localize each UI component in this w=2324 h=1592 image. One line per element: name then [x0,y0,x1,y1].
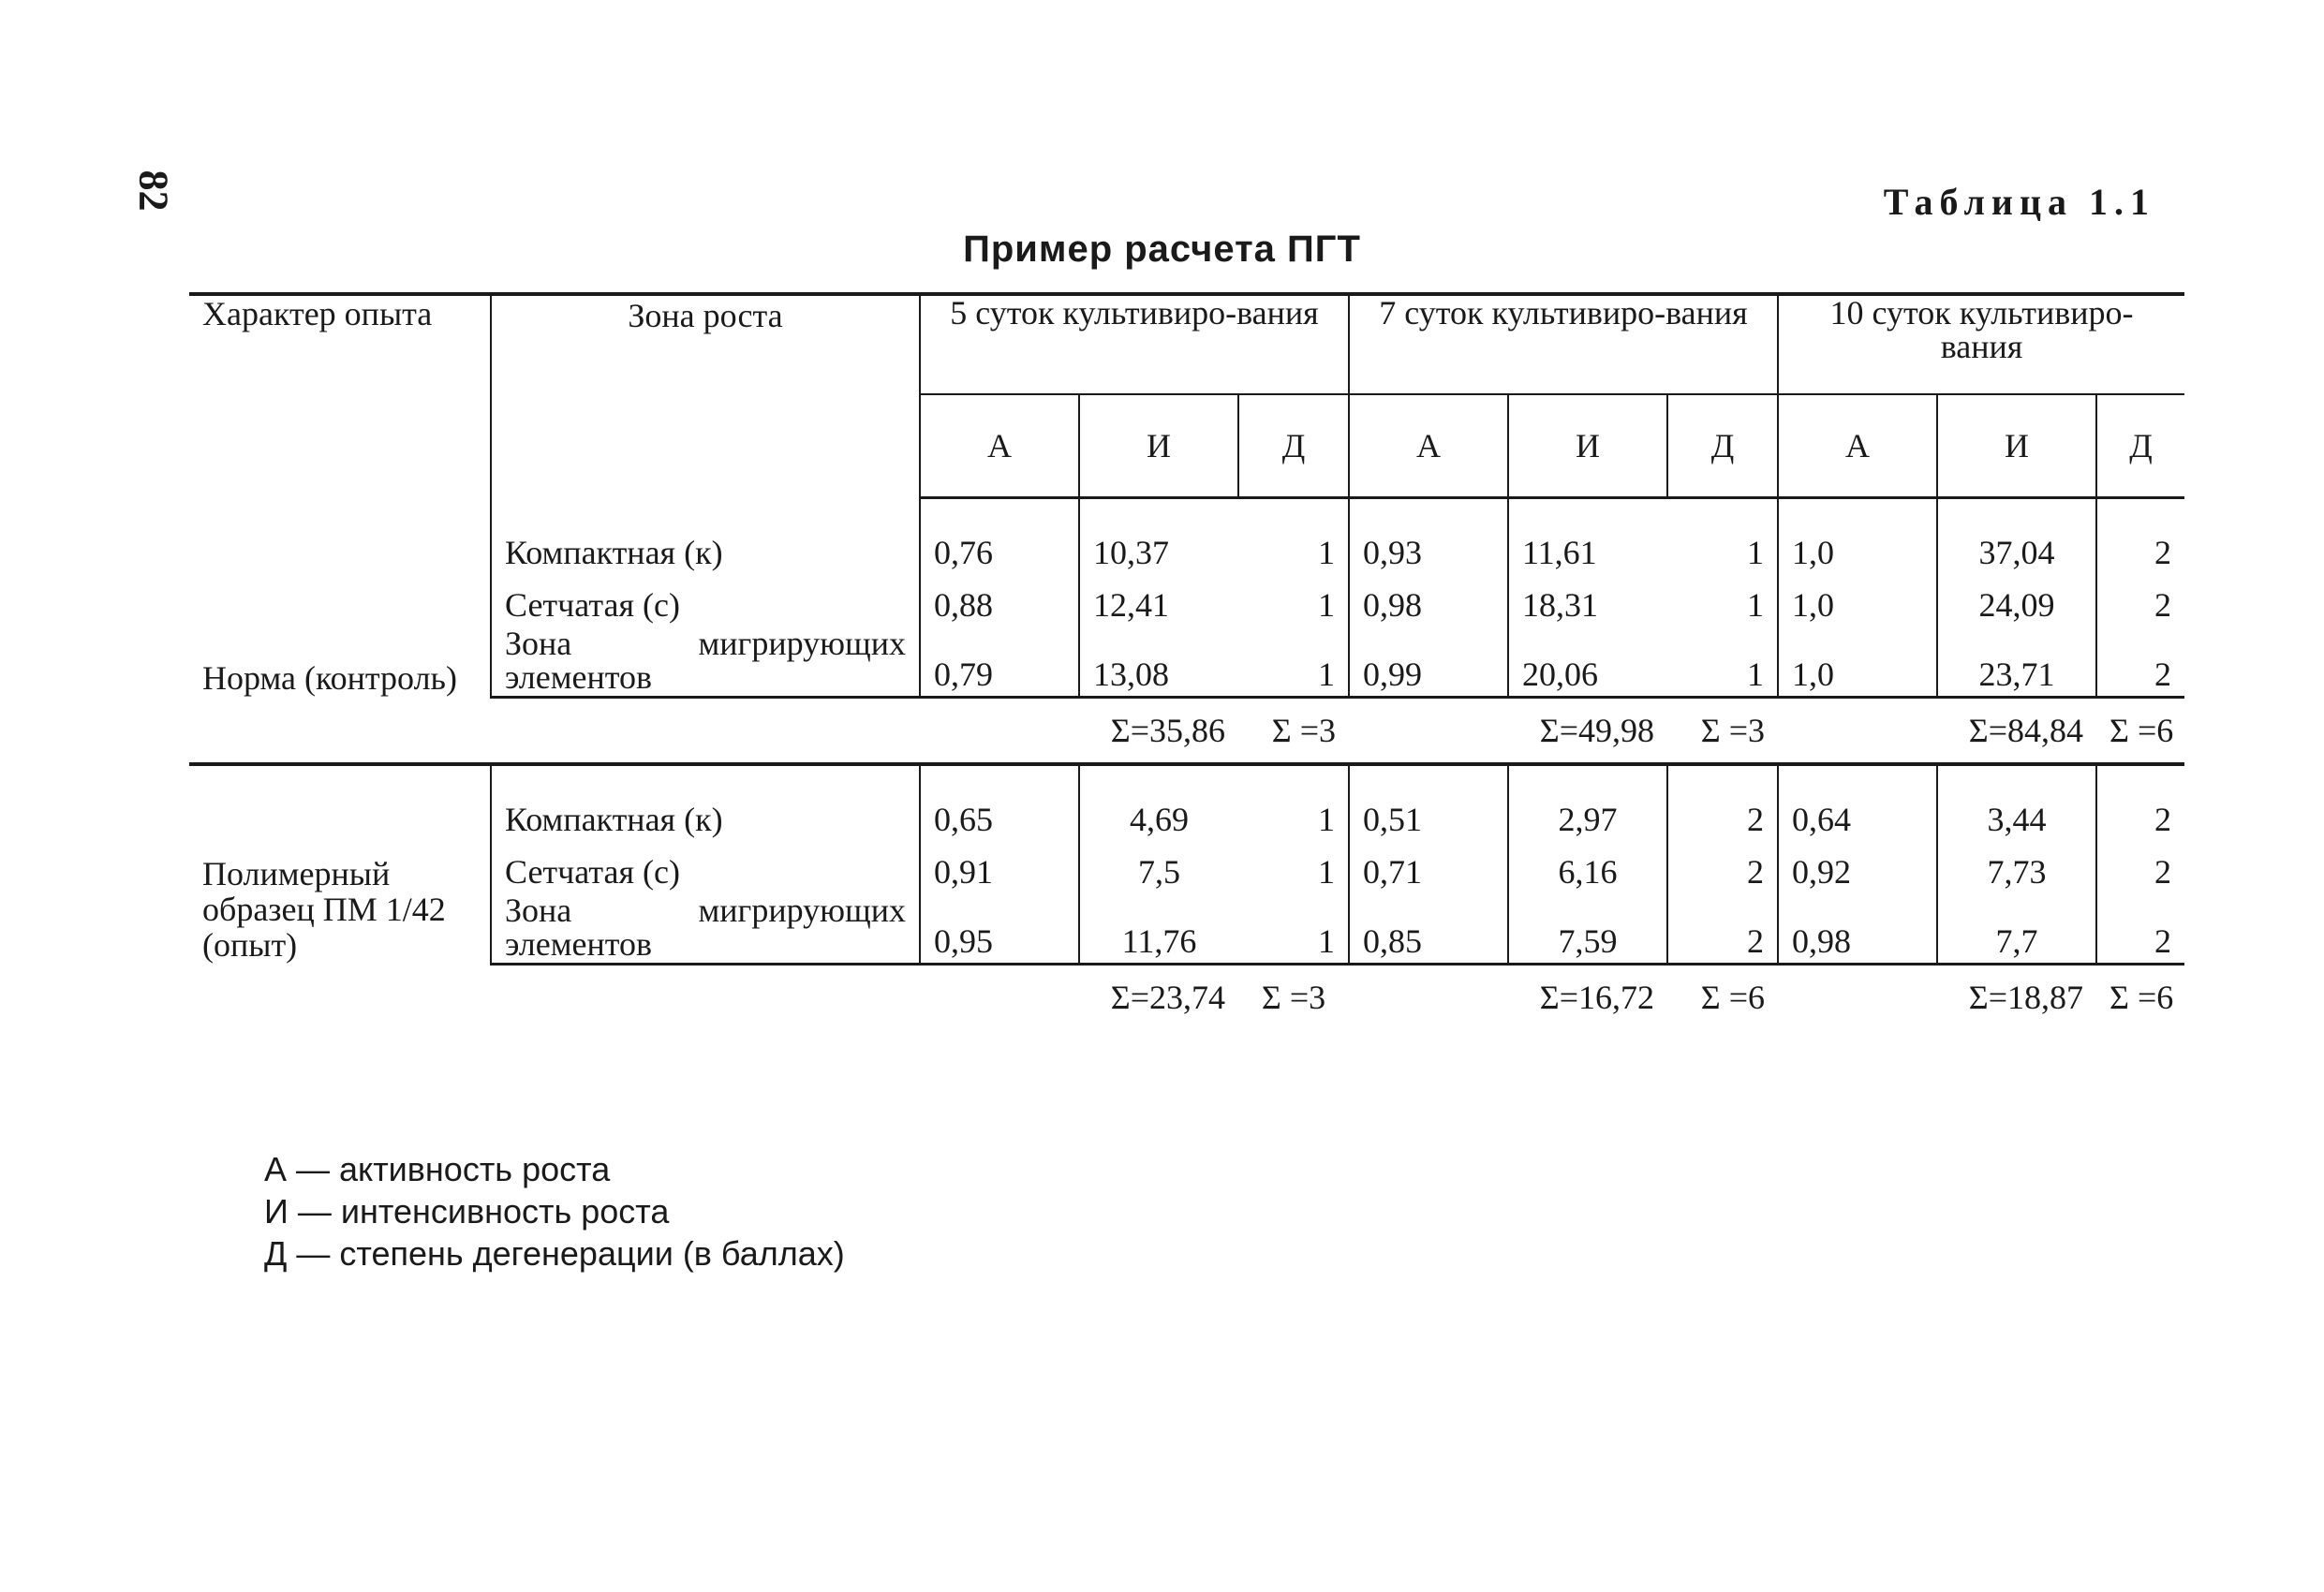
value-i-10: 7,73 [1937,841,2096,893]
value-a-7: 0,51 [1349,764,1508,841]
legend [264,1148,845,1275]
value-i-5: 4,69 [1079,764,1238,841]
zone-label: Сетчатая (с) [491,841,920,893]
header-character: Характер опыта [189,294,491,498]
sum-i-10: Σ=84,84 [1937,698,2096,765]
sum-d-5: Σ =3 [1261,979,1326,1016]
value-d-7: 2 [1667,841,1778,893]
legend-item: Д — степень дегенерации (в баллах) [264,1234,845,1273]
value-d-7: 1 [1747,534,1764,571]
value-i-5: 10,37 [1079,498,1238,575]
sum-i-10: Σ=18,87 [1968,979,2083,1016]
zone-label: Зона мигрирующих элементов [491,893,920,965]
zone-label: Компактная (к) [491,764,920,841]
value-d-10: 2 [2096,626,2184,698]
value-d-10: 2 [2096,498,2184,575]
value-i-7: 6,16 [1508,841,1667,893]
table-row [189,498,2184,575]
value-i-7: 20,06 [1508,626,1667,698]
value-d-7: 2 [1667,893,1778,965]
value-i-10: 3,44 [1937,764,2096,841]
header-d-10: Д [2096,394,2184,498]
value-i-7: 18,31 [1508,574,1667,626]
sum-row [189,698,2184,765]
value-a-5: 0,79 [920,626,1079,698]
value-d-7: 1 [1667,626,1778,698]
value-a-10: 0,92 [1778,841,1937,893]
value-d-7: 2 [1667,764,1778,841]
value-i-7: 11,61 [1508,498,1667,575]
group-name: Полимерный образец ПМ 1/42 (опыт) [202,854,446,964]
value-a-7: 0,71 [1349,841,1508,893]
header-i-7: И [1508,394,1667,498]
sum-row [189,965,2184,1030]
value-i-10: 37,04 [1937,498,2096,575]
value-d-10: 2 [2096,893,2184,965]
value-a-5: 0,95 [920,893,1079,965]
value-i-7: 2,97 [1508,764,1667,841]
value-d-5: 1 [1318,534,1335,571]
sum-d-10: Σ =6 [2096,698,2184,765]
value-d-5: 1 [1318,801,1335,838]
value-a-10: 1,0 [1778,498,1937,575]
value-a-10: 0,64 [1778,764,1937,841]
value-i-5: 7,5 [1079,841,1238,893]
pgt-calculation-table [189,292,2184,1029]
value-a-7: 0,99 [1349,626,1508,698]
value-i-5: 12,41 [1079,574,1238,626]
header-i-5: И [1079,394,1238,498]
value-a-7: 0,98 [1349,574,1508,626]
header-a-7: А [1349,394,1508,498]
group-name: Норма (контроль) [202,658,457,697]
zone-label: Сетчатая (с) [491,574,920,626]
sum-i-7: Σ=49,98 [1508,698,1667,765]
value-a-5: 0,76 [920,498,1079,575]
value-a-5: 0,91 [920,841,1079,893]
value-d-10: 2 [2096,764,2184,841]
value-a-10: 0,98 [1778,893,1937,965]
sum-d-7: Σ =3 [1667,698,1778,765]
header-group-10-days: 10 суток культивиро-вания [1778,294,2184,394]
header-group-7-days: 7 суток культивиро-вания [1349,294,1778,394]
value-a-10: 1,0 [1778,574,1937,626]
value-i-10: 23,71 [1937,626,2096,698]
sum-i-7: Σ=16,72 [1539,979,1654,1016]
value-i-10: 24,09 [1937,574,2096,626]
value-a-10: 1,0 [1778,626,1937,698]
zone-label: Компактная (к) [491,498,920,575]
value-a-7: 0,85 [1349,893,1508,965]
sum-i-5: Σ=35,86 [1079,698,1238,765]
value-i-5: 13,08 [1079,626,1238,698]
page-number: 82 [130,170,177,212]
header-i-10: И [1937,394,2096,498]
legend-item: А — активность роста [264,1150,611,1188]
value-a-5: 0,88 [920,574,1079,626]
table-label: Таблица 1.1 [1883,181,2155,223]
value-a-5: 0,65 [920,764,1079,841]
header-a-10: А [1778,394,1937,498]
sum-i-5: Σ=23,74 [1110,979,1225,1016]
value-d-5: 1 [1238,893,1349,965]
header-group-5-days: 5 суток культивиро-вания [920,294,1349,394]
value-d-5: 1 [1318,853,1335,891]
sum-d-7: Σ =6 [1700,979,1765,1016]
value-d-7: 1 [1747,586,1764,624]
value-d-5: 1 [1238,626,1349,698]
header-d-7: Д [1667,394,1778,498]
header-d-5: Д [1238,394,1349,498]
legend-item: И — интенсивность роста [264,1192,670,1231]
sum-d-5: Σ =3 [1238,698,1349,765]
value-i-5: 11,76 [1079,893,1238,965]
value-d-10: 2 [2096,574,2184,626]
value-d-10: 2 [2096,841,2184,893]
sum-d-10: Σ =6 [2109,979,2174,1016]
value-d-5: 1 [1318,586,1335,624]
header-a-5: А [920,394,1079,498]
header-zone: Зона роста [491,294,920,498]
value-i-7: 7,59 [1508,893,1667,965]
table-row [189,764,2184,841]
zone-label: Зона мигрирующих элементов [491,626,920,698]
value-a-7: 0,93 [1349,498,1508,575]
value-i-10: 7,7 [1937,893,2096,965]
table-title: Пример расчета ПГТ [963,228,1361,270]
